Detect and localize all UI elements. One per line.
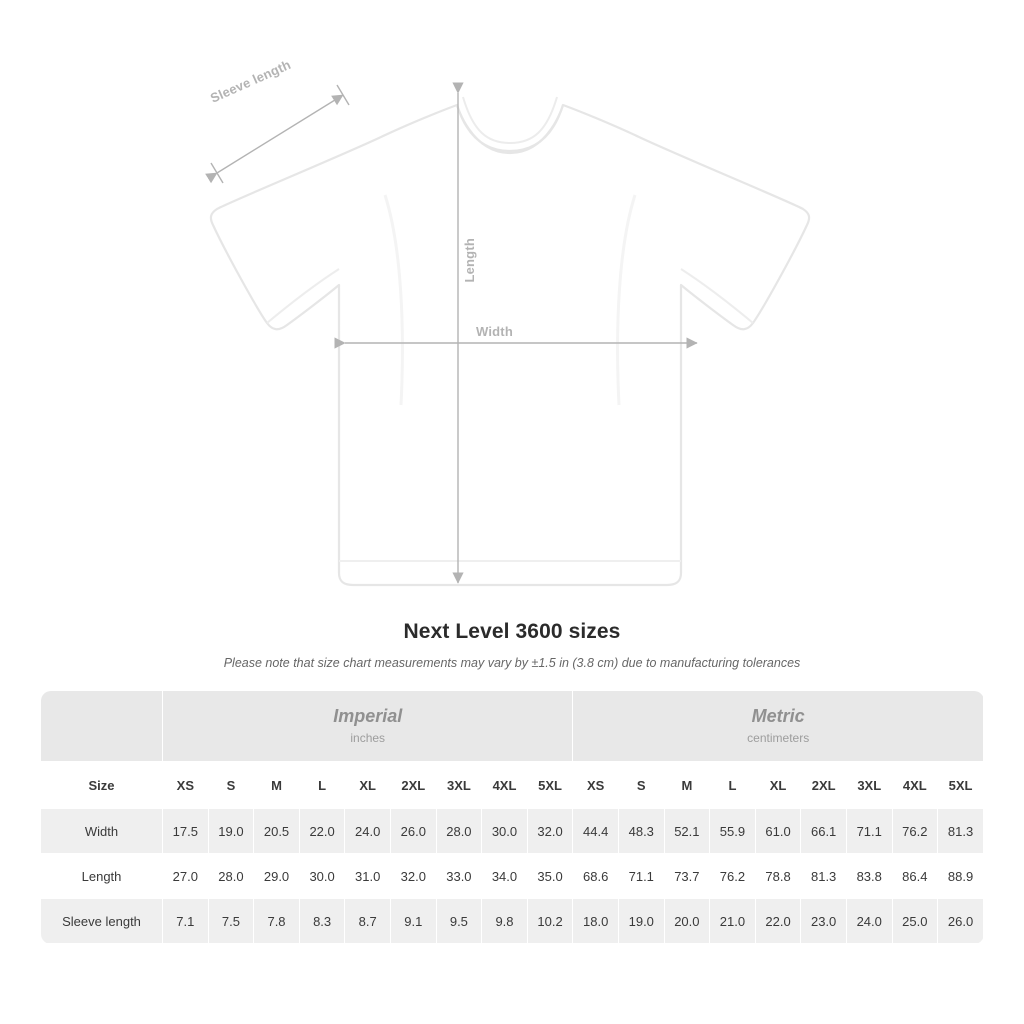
cell-sleeve-imperial-5xl: 10.2 xyxy=(527,899,573,944)
cell-sleeve-metric-l: 21.0 xyxy=(710,899,756,944)
size-header-metric-3xl: 3XL xyxy=(846,762,892,809)
cell-sleeve-metric-3xl: 24.0 xyxy=(846,899,892,944)
tolerance-note: Please note that size chart measurements may vary by ±1.5 in (3.8 cm) due to manufacturing tolerances xyxy=(223,656,801,670)
cell-width-imperial-xl: 24.0 xyxy=(345,809,391,854)
cell-length-metric-3xl: 83.8 xyxy=(846,854,892,899)
size-header-metric-5xl: 5XL xyxy=(938,762,984,809)
cell-length-metric-l: 76.2 xyxy=(710,854,756,899)
size-header-metric-2xl: 2XL xyxy=(801,762,847,809)
cell-length-imperial-m: 29.0 xyxy=(254,854,300,899)
cell-width-imperial-l: 22.0 xyxy=(299,809,345,854)
cell-width-metric-m: 52.1 xyxy=(664,809,710,854)
size-header-row xyxy=(41,762,984,809)
unit-imperial-name: Imperial xyxy=(333,705,403,726)
unit-header-row xyxy=(41,691,984,762)
cell-length-imperial-l: 30.0 xyxy=(299,854,345,899)
size-header-metric-4xl: 4XL xyxy=(892,762,938,809)
cell-length-metric-m: 73.7 xyxy=(664,854,710,899)
size-header-metric-m: M xyxy=(664,762,710,809)
unit-imperial-cell xyxy=(163,691,573,762)
cell-length-metric-xs: 68.6 xyxy=(573,854,619,899)
cell-length-metric-5xl: 88.9 xyxy=(938,854,984,899)
cell-width-metric-3xl: 71.1 xyxy=(846,809,892,854)
cell-width-imperial-s: 19.0 xyxy=(208,809,254,854)
cell-width-metric-l: 55.9 xyxy=(710,809,756,854)
cell-width-metric-4xl: 76.2 xyxy=(892,809,938,854)
cell-sleeve-metric-5xl: 26.0 xyxy=(938,899,984,944)
size-header-imperial-4xl: 4XL xyxy=(482,762,528,809)
size-header-metric-l: L xyxy=(710,762,756,809)
page-title: Next Level 3600 sizes xyxy=(403,620,621,643)
size-header-metric-s: S xyxy=(618,762,664,809)
cell-sleeve-imperial-3xl: 9.5 xyxy=(436,899,482,944)
cell-sleeve-metric-2xl: 23.0 xyxy=(801,899,847,944)
unit-spacer-cell xyxy=(41,691,163,762)
unit-metric-sub: centimeters xyxy=(747,731,810,746)
cell-width-imperial-5xl: 32.0 xyxy=(527,809,573,854)
unit-metric-name: Metric xyxy=(751,705,805,726)
size-header-imperial-m: M xyxy=(254,762,300,809)
cell-sleeve-imperial-l: 8.3 xyxy=(299,899,345,944)
cell-width-metric-2xl: 66.1 xyxy=(801,809,847,854)
size-header-imperial-3xl: 3XL xyxy=(436,762,482,809)
size-header-metric-xs: XS xyxy=(573,762,619,809)
cell-sleeve-metric-4xl: 25.0 xyxy=(892,899,938,944)
cell-sleeve-imperial-m: 7.8 xyxy=(254,899,300,944)
cell-length-imperial-5xl: 35.0 xyxy=(527,854,573,899)
cell-width-imperial-4xl: 30.0 xyxy=(482,809,528,854)
size-header-imperial-l: L xyxy=(299,762,345,809)
cell-length-metric-4xl: 86.4 xyxy=(892,854,938,899)
cell-sleeve-metric-xs: 18.0 xyxy=(573,899,619,944)
cell-sleeve-imperial-2xl: 9.1 xyxy=(391,899,437,944)
cell-sleeve-metric-xl: 22.0 xyxy=(755,899,801,944)
cell-width-imperial-3xl: 28.0 xyxy=(436,809,482,854)
cell-length-metric-2xl: 81.3 xyxy=(801,854,847,899)
size-header-imperial-5xl: 5XL xyxy=(527,762,573,809)
row-label-length: Length xyxy=(41,854,163,899)
sleeve-length-label: Sleeve length xyxy=(208,56,294,106)
width-label: Width xyxy=(476,324,513,339)
cell-width-metric-xs: 44.4 xyxy=(573,809,619,854)
unit-imperial-sub: inches xyxy=(350,731,386,746)
cell-length-metric-xl: 78.8 xyxy=(755,854,801,899)
cell-width-imperial-m: 20.5 xyxy=(254,809,300,854)
size-header-imperial-xs: XS xyxy=(163,762,209,809)
row-label-width: Width xyxy=(41,809,163,854)
cell-width-imperial-2xl: 26.0 xyxy=(391,809,437,854)
cell-length-imperial-3xl: 33.0 xyxy=(436,854,482,899)
cell-width-metric-xl: 61.0 xyxy=(755,809,801,854)
row-label-sleeve-length: Sleeve length xyxy=(41,899,163,944)
table-row xyxy=(41,899,984,944)
size-chart-table xyxy=(40,690,984,944)
cell-width-imperial-xs: 17.5 xyxy=(163,809,209,854)
cell-sleeve-metric-s: 19.0 xyxy=(618,899,664,944)
length-label: Length xyxy=(462,238,477,283)
table-row xyxy=(41,809,984,854)
cell-length-imperial-4xl: 34.0 xyxy=(482,854,528,899)
cell-sleeve-imperial-xl: 8.7 xyxy=(345,899,391,944)
size-header-imperial-s: S xyxy=(208,762,254,809)
cell-length-imperial-s: 28.0 xyxy=(208,854,254,899)
cell-length-metric-s: 71.1 xyxy=(618,854,664,899)
table-row xyxy=(41,854,984,899)
size-header-imperial-xl: XL xyxy=(345,762,391,809)
cell-length-imperial-2xl: 32.0 xyxy=(391,854,437,899)
cell-length-imperial-xs: 27.0 xyxy=(163,854,209,899)
cell-width-metric-5xl: 81.3 xyxy=(938,809,984,854)
cell-length-imperial-xl: 31.0 xyxy=(345,854,391,899)
size-chart-table-wrapper xyxy=(40,690,984,944)
size-header-metric-xl: XL xyxy=(755,762,801,809)
unit-metric-cell xyxy=(573,691,984,762)
cell-sleeve-imperial-4xl: 9.8 xyxy=(482,899,528,944)
cell-sleeve-metric-m: 20.0 xyxy=(664,899,710,944)
cell-sleeve-imperial-s: 7.5 xyxy=(208,899,254,944)
cell-sleeve-imperial-xs: 7.1 xyxy=(163,899,209,944)
cell-width-metric-s: 48.3 xyxy=(618,809,664,854)
size-header-imperial-2xl: 2XL xyxy=(391,762,437,809)
size-header-label: Size xyxy=(41,762,163,809)
